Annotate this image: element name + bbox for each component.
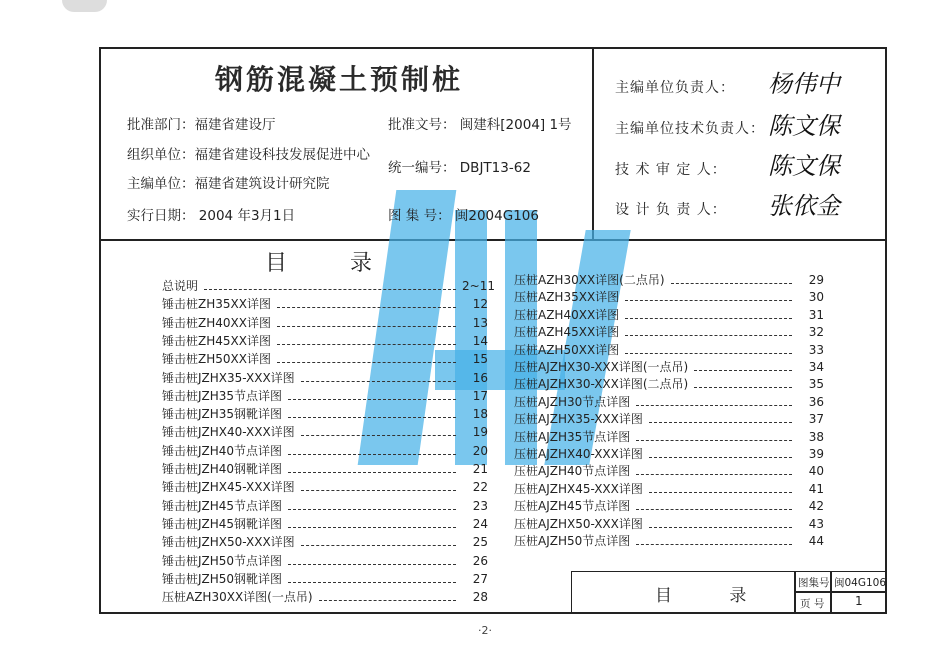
toc-entry-label: 压桩AJZHX50-XXX详图 — [514, 516, 643, 531]
toc-entry-label: 锤击桩JZH45节点详图 — [162, 498, 283, 513]
toc-entry-page: 22 — [472, 480, 488, 495]
toc-entry — [514, 445, 824, 461]
approval-doc-number: 批准文号： 闽建科[2004] 1号 — [388, 117, 572, 133]
toc-entry — [514, 532, 824, 548]
toc-entry-label: 压桩AJZHX30-XXX详图(一点吊) — [514, 360, 689, 374]
toc-entry-label: 锤击桩JZH40节点详图 — [162, 443, 283, 458]
toc-entry-label: 压桩AZH45XX详图 — [514, 325, 620, 340]
toc-entry-label: 锤击桩ZH35XX详图 — [162, 297, 271, 312]
title-block-atlas-label: 图集号 — [798, 577, 830, 589]
toc-leader-line — [649, 520, 792, 528]
toc-entry — [514, 288, 824, 304]
toc-entry-label: 压桩AZH35XX详图 — [514, 290, 620, 305]
toc-entry-page: 18 — [472, 407, 488, 422]
toc-entry — [514, 341, 824, 357]
toc-leader-line — [636, 433, 792, 441]
toc-entry — [162, 533, 488, 549]
toc-leader-line — [288, 502, 456, 510]
toc-leader-line — [625, 311, 792, 319]
toc-entry-label: 锤击桩JZH45钢靴详图 — [162, 516, 283, 531]
toc-entry-label: 锤击桩ZH45XX详图 — [162, 333, 271, 348]
toc-entry-page: 44 — [808, 534, 824, 548]
toc-entry-page: 41 — [808, 481, 824, 496]
tech-reviewer-label: 技 术 审 定 人： — [615, 162, 727, 178]
toc-leader-line — [625, 293, 792, 301]
toc-entry-page: 12 — [472, 297, 488, 312]
toc-entry-page: 16 — [472, 370, 488, 385]
toc-leader-line — [636, 537, 792, 545]
toc-leader-line — [288, 575, 456, 583]
toc-entry-label: 压桩AJZHX40-XXX详图 — [514, 447, 643, 461]
toc-leader-line — [277, 355, 456, 363]
effective-date: 实行日期： 2004 年3月1日 — [127, 208, 296, 224]
design-head-signature: 张依金 — [768, 192, 840, 220]
toc-entry — [162, 588, 488, 604]
scan-smudge — [62, 0, 107, 12]
toc-leader-line — [288, 557, 456, 565]
toc-entry-page: 24 — [472, 516, 488, 531]
toc-entry-page: 15 — [472, 352, 488, 367]
toc-entry-page: 20 — [472, 443, 488, 458]
toc-entry — [162, 423, 488, 439]
toc-leader-line — [204, 282, 456, 290]
toc-entry-label: 压桩AZH50XX详图 — [514, 342, 620, 357]
toc-leader-line — [301, 374, 456, 382]
toc-entry-label: 压桩AJZHX30-XXX详图(二点吊) — [514, 377, 689, 392]
toc-entry-page: 34 — [808, 360, 824, 374]
toc-entry — [162, 552, 488, 568]
toc-leader-line — [301, 538, 456, 546]
toc-entry — [162, 332, 488, 348]
toc-leader-line — [649, 485, 792, 493]
toc-leader-line — [625, 346, 792, 354]
toc-entry — [514, 410, 824, 426]
toc-entry-label: 压桩AZH30XX详图(二点吊) — [514, 273, 665, 287]
toc-entry-label: 压桩AJZH45节点详图 — [514, 499, 631, 514]
toc-entry-page: 36 — [808, 394, 824, 409]
toc-entry — [162, 369, 488, 385]
toc-entry-page: 37 — [808, 412, 824, 427]
toc-entry — [162, 405, 488, 421]
toc-entry — [514, 462, 824, 478]
toc-entry-page: 2~11 — [462, 279, 495, 293]
toc-entry-page: 42 — [808, 499, 824, 514]
toc-entry — [162, 314, 488, 330]
toc-leader-line — [277, 300, 456, 308]
toc-entry — [162, 570, 488, 586]
toc-entry-page: 33 — [808, 342, 824, 357]
tech-head-label: 主编单位技术负责人： — [615, 121, 765, 137]
toc-leader-line — [288, 447, 456, 455]
toc-entry-page: 17 — [472, 388, 488, 403]
title-block-row-divider — [794, 591, 885, 593]
toc-entry-label: 锤击桩JZHX45-XXX详图 — [162, 480, 295, 495]
toc-entry-page: 32 — [808, 325, 824, 340]
toc-entry-label: 锤击桩JZH35钢靴详图 — [162, 407, 283, 422]
approval-dept: 批准部门：福建省建设厅 — [127, 117, 276, 133]
toc-leader-line — [649, 415, 792, 423]
toc-leader-line — [636, 502, 792, 510]
toc-leader-line — [301, 483, 456, 491]
toc-leader-line — [288, 465, 456, 473]
toc-entry-label: 锤击桩JZHX35-XXX详图 — [162, 370, 295, 385]
toc-entry-page: 43 — [808, 516, 824, 531]
toc-entry-page: 28 — [472, 590, 488, 605]
toc-entry — [162, 295, 488, 311]
toc-entry-label: 压桩AJZH40节点详图 — [514, 464, 631, 479]
toc-entry — [514, 497, 824, 513]
title-block-title: 目 录 — [655, 586, 773, 606]
toc-entry — [514, 323, 824, 339]
toc-entry-label: 锤击桩JZH35节点详图 — [162, 388, 283, 403]
toc-entry — [514, 306, 824, 322]
toc-entry-page: 25 — [472, 535, 488, 550]
toc-leader-line — [636, 398, 792, 406]
tech-head-signature: 陈文保 — [768, 112, 840, 140]
toc-entry-page: 14 — [472, 333, 488, 348]
organizing-unit: 组织单位：福建省建设科技发展促进中心 — [127, 147, 370, 163]
toc-entry-label: 总说明 — [162, 279, 199, 293]
toc-leader-line — [301, 428, 456, 436]
chief-editor-signature: 杨伟中 — [768, 70, 840, 98]
toc-entry-label: 锤击桩JZH40钢靴详图 — [162, 462, 283, 476]
unified-number: 统一编号： DBJT13-62 — [388, 160, 531, 176]
toc-entry — [514, 428, 824, 444]
page-title: 钢筋混凝土预制桩 — [215, 63, 464, 96]
toc-leader-line — [288, 392, 456, 400]
toc-entry — [162, 478, 488, 494]
toc-leader-line — [277, 337, 456, 345]
toc-leader-line — [671, 276, 792, 284]
toc-entry-page: 30 — [808, 290, 824, 305]
toc-entry-page: 26 — [472, 553, 488, 568]
toc-entry — [514, 358, 824, 374]
toc-leader-line — [277, 319, 456, 327]
toc-entry — [514, 375, 824, 391]
toc-entry-page: 40 — [808, 464, 824, 479]
toc-entry-label: 压桩AJZH50节点详图 — [514, 534, 631, 548]
toc-entry-page: 19 — [472, 425, 488, 440]
editing-unit: 主编单位：福建省建筑设计研究院 — [127, 176, 330, 192]
toc-entry — [162, 387, 488, 403]
toc-leader-line — [319, 593, 456, 601]
toc-entry-label: 锤击桩JZHX50-XXX详图 — [162, 535, 295, 550]
toc-entry-label: 锤击桩ZH40XX详图 — [162, 315, 271, 330]
toc-entry-page: 39 — [808, 447, 824, 461]
title-block-atlas-value: 闽04G106 — [834, 577, 887, 589]
toc-entry-label: 锤击桩JZHX40-XXX详图 — [162, 425, 295, 440]
toc-entry — [162, 460, 488, 476]
toc-leader-line — [694, 363, 792, 371]
toc-entry-page: 38 — [808, 429, 824, 444]
toc-entry-label: 锤击桩JZH50钢靴详图 — [162, 571, 283, 586]
toc-entry — [514, 480, 824, 496]
design-head-label: 设 计 负 责 人： — [615, 202, 727, 218]
toc-entry — [162, 442, 488, 458]
toc-entry-page: 27 — [472, 571, 488, 586]
toc-entry — [514, 515, 824, 531]
toc-entry-page: 31 — [808, 307, 824, 322]
toc-entry — [162, 515, 488, 531]
toc-entry-page: 35 — [808, 377, 824, 392]
toc-leader-line — [625, 328, 792, 336]
toc-entry-page: 13 — [472, 315, 488, 330]
toc-entry-label: 压桩AJZH35节点详图 — [514, 429, 631, 444]
toc-entry-label: 压桩AZH40XX详图 — [514, 307, 620, 322]
toc-entry-page: 29 — [808, 273, 824, 287]
toc-entry-label: 锤击桩ZH50XX详图 — [162, 352, 271, 367]
title-block-page-label: 页 号 — [800, 598, 825, 610]
toc-leader-line — [694, 380, 792, 388]
page-number: ·2· — [478, 624, 492, 637]
toc-entry-page: 23 — [472, 498, 488, 513]
toc-entry — [162, 497, 488, 513]
toc-entry — [162, 350, 488, 366]
toc-entry-page: 21 — [472, 462, 488, 476]
toc-entry — [162, 277, 495, 293]
toc-leader-line — [288, 410, 456, 418]
atlas-number: 图 集 号： 闽2004G106 — [388, 208, 539, 224]
toc-entry-label: 压桩AJZHX35-XXX详图 — [514, 412, 643, 427]
tech-reviewer-signature: 陈文保 — [768, 152, 840, 180]
chief-editor-label: 主编单位负责人： — [615, 80, 735, 96]
toc-leader-line — [636, 467, 792, 475]
toc-entry-label: 压桩AJZHX45-XXX详图 — [514, 481, 643, 496]
toc-entry — [514, 271, 824, 287]
toc-entry-label: 压桩AZH30XX详图(一点吊) — [162, 590, 313, 605]
toc-leader-line — [649, 450, 792, 458]
toc-entry-label: 锤击桩JZH50节点详图 — [162, 553, 283, 568]
toc-entry — [514, 393, 824, 409]
toc-leader-line — [288, 520, 456, 528]
toc-entry-label: 压桩AJZH30节点详图 — [514, 394, 631, 409]
toc-heading: 目 录 — [265, 251, 400, 276]
title-block-page-value: 1 — [855, 594, 863, 608]
